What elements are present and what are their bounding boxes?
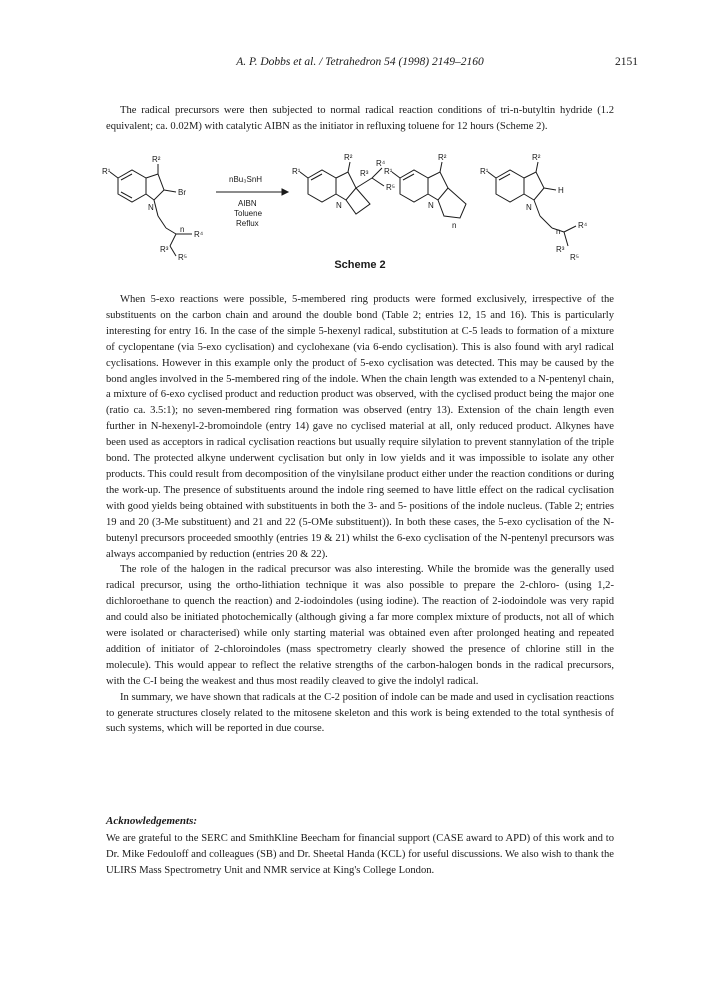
intro-paragraph: The radical precursors were then subjected to normal radical reaction conditions of tri-n-butyltin hydride (1.2 equivalent; ca. 0.02M) with catalytic AIBN as the initiator in refluxing toluene for 12 hours (Scheme 2). (106, 105, 614, 132)
body-text (106, 292, 614, 737)
acknowledgements-text: We are grateful to the SERC and SmithKline Beecham for financial support (CASE award to APD) of this work and to Dr. Mike Fedouloff and colleagues (SB) and Dr. Sheetal Handa (KCL) for useful discussions. We also wish to thank the ULIRS Mass Spectrometry Unit and NMR service at King's College London. (106, 833, 614, 876)
sm-r4-label: R⁴ (194, 230, 204, 239)
reagent-aibn: AIBN (238, 199, 257, 208)
product-reduced (488, 162, 576, 246)
p3-r2-label: R² (532, 153, 541, 162)
sm-n-sub-label: n (180, 225, 185, 234)
paragraph-halogen-role: The role of the halogen in the radical precursor was also interesting. While the bromide was the generally used radical precursor, using the ortho-lithiation technique it was also possible to prepare the 2-chloro- (using 1,2-dichloroethane to quench the reaction) and 2-iodoindoles (using iodine). The reaction of 2-iodoindole was very rapid and could also be initiated photochemically (although giving a far more complex mixture of products, not all of which were isolated or characterised) while only starting material was obtained even after prolonged heating and repeated addition of initiator of 2-chloroindoles (mass spectrometry clearly showed the presence of chlorine still in the molecule). This would appear to reflect the relative strengths of the carbon-halogen bonds in the radical precursors, with the C-I being the weakest and thus most readily cleaved to give the indolyl radical. (106, 564, 614, 687)
p1-n-label: N (336, 201, 342, 210)
acknowledgements-block (106, 831, 614, 879)
sm-r5-label: R⁵ (178, 253, 188, 262)
p3-r4-label: R⁴ (578, 221, 588, 230)
p3-n-sub-label: n (556, 227, 561, 236)
running-header (0, 56, 720, 72)
reagent-tin-hydride: nBu₃SnH (229, 175, 263, 184)
acknowledgements-heading: Acknowledgements: (106, 815, 198, 827)
p3-r3-label: R³ (556, 245, 565, 254)
scheme-caption: Scheme 2 (334, 259, 386, 271)
page-number: 2151 (615, 56, 638, 68)
p1-r3-label: R³ (360, 169, 369, 178)
p3-n-label: N (526, 203, 532, 212)
p2-n-sub-label: n (452, 221, 457, 230)
p3-h-label: H (558, 186, 564, 195)
sm-n-label: N (148, 203, 154, 212)
p1-r1-label: R¹ (292, 167, 301, 176)
running-head: A. P. Dobbs et al. / Tetrahedron 54 (1998) 2149–2160 (236, 56, 484, 68)
p1-r4-label: R⁴ (376, 159, 386, 168)
p2-r1-label: R¹ (384, 167, 393, 176)
sm-r1-label: R¹ (102, 167, 111, 176)
p3-r5-label: R⁵ (570, 253, 580, 262)
p2-n-label: N (428, 201, 434, 210)
sm-br-label: Br (178, 188, 186, 197)
paragraph-summary: In summary, we have shown that radicals at the C-2 position of indole can be made and used in cyclisation reactions to generate structures closely related to the mitosene skeleton and this work is being extended to the total synthesis of such systems, which will be reported in due course. (106, 691, 614, 735)
product-5-exo (300, 162, 384, 214)
paragraph-cyclisation-results: When 5-exo reactions were possible, 5-membered ring products were formed exclusively, irrespective of the substituents on the carbon chain and around the double bond (Table 2; entries 12, 15 and 16). This is particularly interesting for entry 16. In the case of the simple 5-hexenyl radical, substitution at C-5 leads to formation of a mixture of cyclopentane (via 5-exo cyclisation) and cyclohexane (via 6-endo cyclisation). This is also found with aryl radical cyclisations. However in this example only the product of 5-exo cyclisation was detected. This may be caused by the bond angles involved in the 5-membered ring of the indole. When the chain length was extended to a N-pentenyl chain, a mixture of 6-exo cyclised product and reduction product was observed, with the cyclised product being the major one (ratio ca. 3.5:1); no seven-membered ring formation was observed (entry 13). Extension of the chain length even further in N-hexenyl-2-bromoindole (entry 14) gave no cyclised material at all, only reduced product. Alkynes have been used as acceptors in radical cyclisation reactions but usually require silylation to prevent stannylation of the triple bond. The protected alkyne underwent cyclisation but only in low yields and it was impossible to isolate any other products. This could result from decomposition of the vinylsilane product either under the reaction conditions or during the work-up. The presence of substituents around the indole ring seemed to have little effect on the radical cyclisation with good yields being obtained with substituents in both the 3- and 5- positions of the indole nucleus. (Table 2; entries 19 and 20 (3-Me substituent) and 21 and 22 (5-OMe substituent)). In both these cases, the 5-exo cyclisation of the N-butenyl precursors proceeded smoothly (entries 19 & 21) whilst the 6-exo cyclisation of the N-pentenyl precursors was always accompanied by reduction (entries 20 & 22). (106, 294, 614, 560)
p2-r2-label: R² (438, 153, 447, 162)
intro-block (106, 103, 614, 135)
p3-r1-label: R¹ (480, 167, 489, 176)
p1-r2-label: R² (344, 153, 353, 162)
reagent-toluene: Toluene (234, 209, 263, 218)
sm-r3-label: R³ (160, 245, 169, 254)
reagent-reflux: Reflux (236, 219, 259, 228)
sm-r2-label: R² (152, 155, 161, 164)
p1-r5-label: R⁵ (386, 183, 396, 192)
scheme-2-figure (100, 148, 620, 268)
